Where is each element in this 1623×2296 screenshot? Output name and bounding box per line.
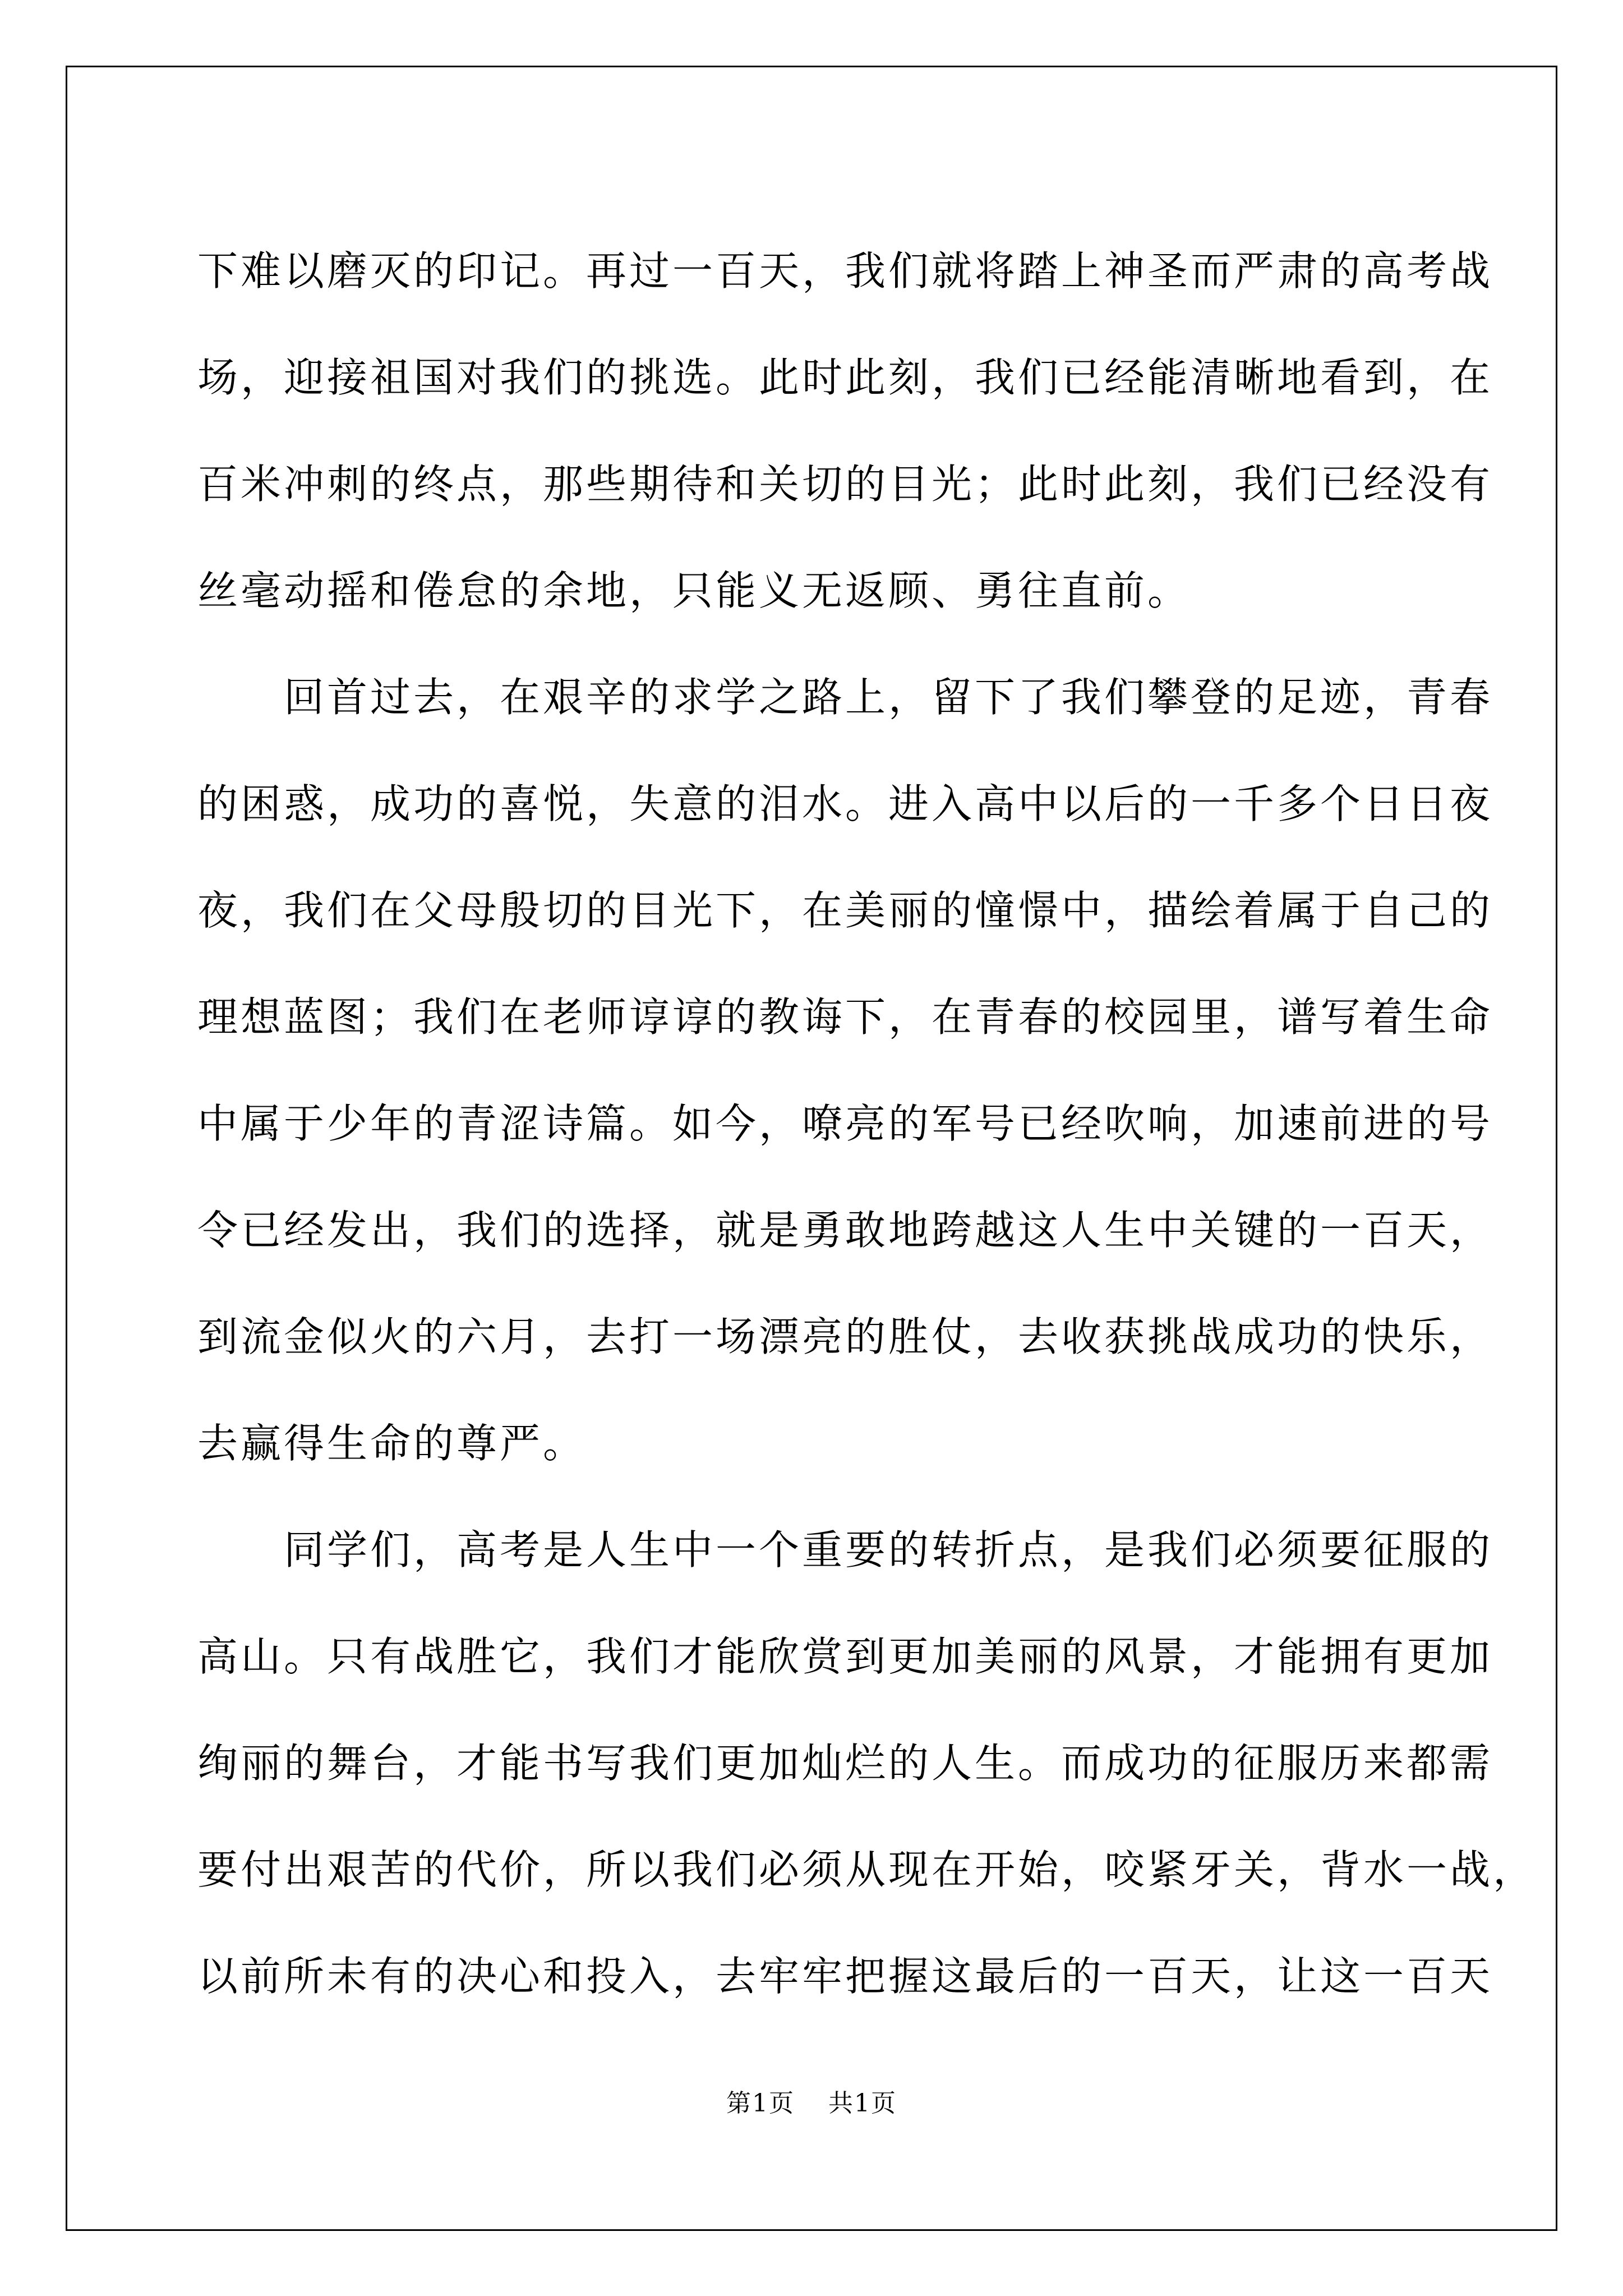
text-line: 夜，我们在父母殷切的目光下，在美丽的憧憬中，描绘着属于自己的	[197, 887, 1493, 934]
text-line: 的困惑，成功的喜悦，失意的泪水。进入高中以后的一千多个日日夜	[197, 780, 1493, 827]
text-line: 丝毫动摇和倦怠的余地，只能义无返顾、勇往直前。	[197, 567, 1191, 614]
text-line: 下难以磨灭的印记。再过一百天，我们就将踏上神圣而严肃的高考战	[197, 247, 1493, 295]
text-line: 场，迎接祖国对我们的挑选。此时此刻，我们已经能清晰地看到，在	[197, 354, 1493, 401]
page-footer	[0, 2087, 1623, 2120]
text-line: 去赢得生命的尊严。	[197, 1420, 587, 1467]
text-line: 理想蓝图；我们在老师谆谆的教诲下，在青春的校园里，谱写着生命	[197, 993, 1493, 1041]
text-line: 要付出艰苦的代价，所以我们必须从现在开始，咬紧牙关，背水一战，	[197, 1846, 1537, 1893]
text-line: 回首过去，在艰辛的求学之路上，留下了我们攀登的足迹，青春	[197, 674, 1493, 721]
page-total: 共1页	[828, 2089, 897, 2118]
text-line: 以前所未有的决心和投入，去牢牢把握这最后的一百天，让这一百天	[197, 1953, 1493, 2000]
text-line: 同学们，高考是人生中一个重要的转折点，是我们必须要征服的	[197, 1526, 1493, 1573]
text-line: 百米冲刺的终点，那些期待和关切的目光；此时此刻，我们已经没有	[197, 461, 1493, 508]
text-line: 绚丽的舞台，才能书写我们更加灿烂的人生。而成功的征服历来都需	[197, 1740, 1493, 1787]
text-line: 中属于少年的青涩诗篇。如今，嘹亮的军号已经吹响，加速前进的号	[197, 1100, 1493, 1147]
text-line: 高山。只有战胜它，我们才能欣赏到更加美丽的风景，才能拥有更加	[197, 1633, 1493, 1680]
text-line: 令已经发出，我们的选择，就是勇敢地跨越这人生中关键的一百天，	[197, 1207, 1493, 1254]
document-body	[197, 218, 1537, 2030]
page-number: 第1页	[726, 2089, 795, 2118]
text-line: 到流金似火的六月，去打一场漂亮的胜仗，去收获挑战成功的快乐，	[197, 1313, 1493, 1360]
